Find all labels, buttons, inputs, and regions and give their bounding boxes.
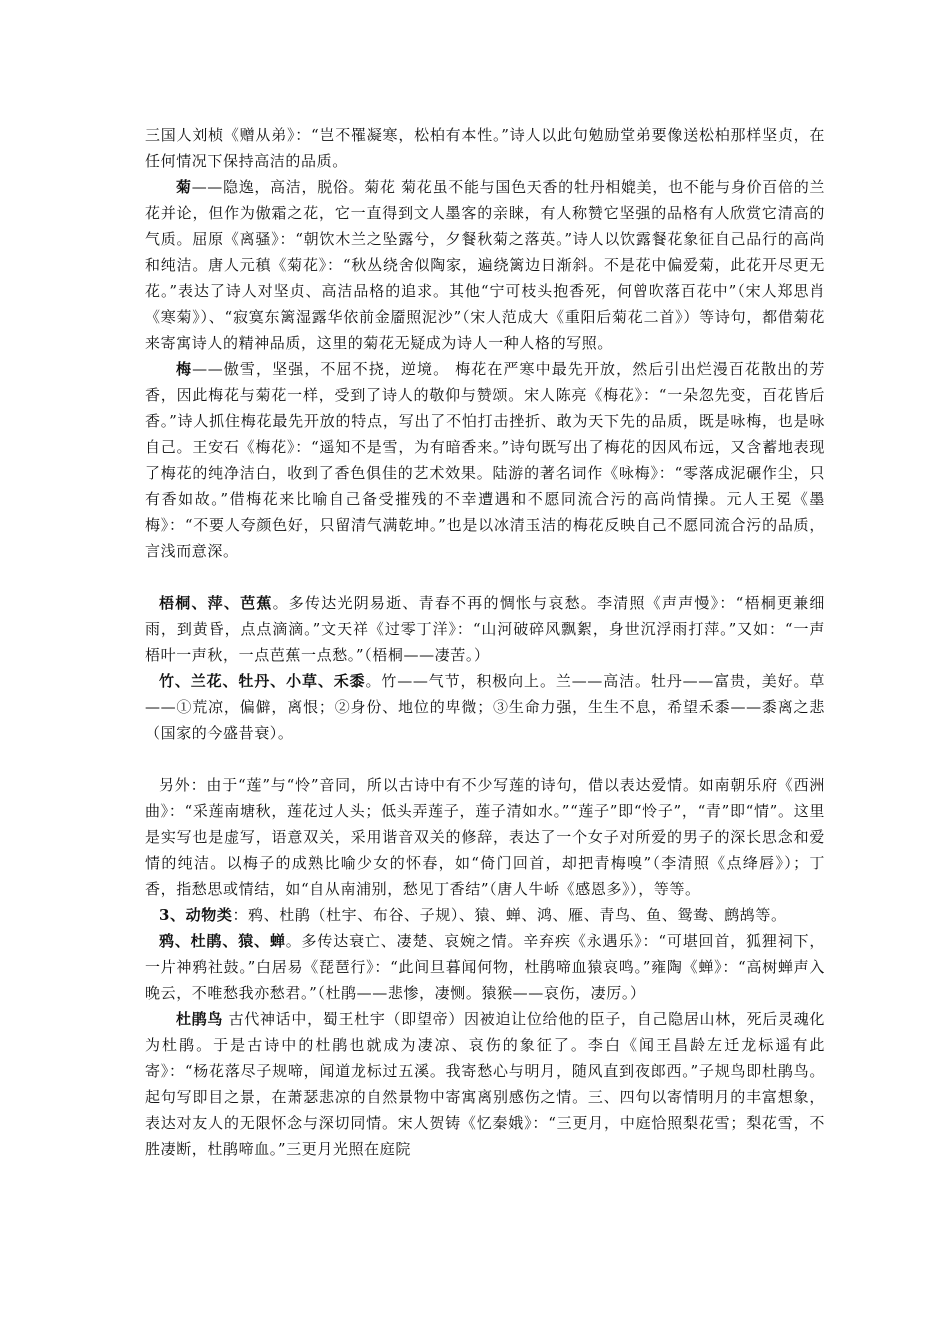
paragraph-lead: 竹、兰花、牡丹、小草、禾黍 [159, 672, 366, 690]
paragraph-text: ——隐逸，高洁，脱俗。菊花 菊花虽不能与国色天香的牡丹相媲美，也不能与身价百倍的兰花并论，但作为傲霜之花，它一直得到文人墨客的亲睐，有人称赞它坚强的品格有人欣赏它清高的气质。屈原《离骚》：“朝饮木兰之坠露兮，夕餐秋菊之落英。”诗人以饮露餐花象征自己品行的高尚和纯洁。唐人元稹《菊花》：“秋丛绕舍似陶家，遍绕篱边日渐斜。不是花中偏爱菊，此花开尽更无花。”表达了诗人对坚贞、高洁品格的追求。其他“宁可枝头抱香死，何曾吹落百花中”（宋人郑思肖《寒菊》）、“寂寞东篱湿露华依前金靥照泥沙”（宋人范成大《重阳后菊花二首》）等诗句，都借菊花来寄寓诗人的精神品质，这里的菊花无疑成为诗人一种人格的写照。 [145, 178, 825, 352]
paragraph-lead: 菊 [176, 178, 192, 196]
paragraph-dujuanniao [145, 1006, 825, 1162]
paragraph-lead: 梧桐、萍、芭蕉 [159, 594, 273, 612]
paragraph-text: ——傲雪，坚强，不屈不挠，逆境。 梅花在严寒中最先开放，然后引出烂漫百花散出的芳香，因此梅花与菊花一样，受到了诗人的敬仰与赞颂。宋人陈亮《梅花》：“一朵忽先变，百花皆后香。”诗人抓住梅花最先开放的特点，写出了不怕打击挫折、敢为天下先的品质，既是咏梅，也是咏自己。王安石《梅花》：“遥知不是雪，为有暗香来。”诗句既写出了梅花的因风布远，又含蓄地表现了梅花的纯净洁白，收到了香色俱佳的艺术效果。陆游的著名词作《咏梅》：“零落成泥碾作尘，只有香如故。”借梅花来比喻自己备受摧残的不幸遭遇和不愿同流合污的高尚情操。元人王冕《墨梅》：“不要人夸颜色好，只留清气满乾坤。”也是以冰清玉洁的梅花反映自己不愿同流合污的品质，言浅而意深。 [145, 360, 825, 560]
paragraph-ya-dujuan [145, 928, 825, 1006]
paragraph-lead: 鸦、杜鹃、猿、蝉 [159, 932, 286, 950]
paragraph-text: 古代神话中，蜀王杜宇（即望帝）因被迫让位给他的臣子，自己隐居山林，死后灵魂化为杜鹃。于是古诗中的杜鹃也就成为凄凉、哀伤的象征了。李白《闻王昌龄左迁龙标遥有此寄》：“杨花落尽子规啼，闻道龙标过五溪。我寄愁心与明月，随风直到夜郎西。”子规鸟即杜鹃鸟。起句写即目之景，在萧瑟悲凉的自然景物中寄寓离别感伤之情。三、四句以寄情明月的丰富想象，表达对友人的无限怀念与深切同情。宋人贺铸《忆秦娥》：“三更月，中庭恰照梨花雪；梨花雪，不胜凄断，杜鹃啼血。”三更月光照在庭院 [145, 1010, 826, 1158]
paragraph-text: 。多传达衰亡、凄楚、哀婉之情。辛弃疾《永遇乐》：“可堪回首，狐狸祠下，一片神鸦社鼓。”白居易《琵琶行》：“此间旦暮闻何物，杜鹃啼血猿哀鸣。”雍陶《蝉》：“高树蝉声入晚云，不唯愁我亦愁君。”（杜鹃——悲惨，凄恻。猿猴——哀伤，凄厉。） [145, 932, 825, 1002]
document-body [145, 122, 825, 1162]
paragraph-lead: 杜鹃鸟 [176, 1010, 224, 1028]
paragraph-text: ：鸦、杜鹃（杜宇、布谷、子规）、猿、蝉、鸿、雁、青鸟、鱼、鸳鸯、鹧鸪等。 [232, 906, 787, 924]
paragraph-text: 。多传达光阴易逝、青春不再的惆怅与哀愁。李清照《声声慢》：“梧桐更兼细雨，到黄昏，点点滴滴。”文天祥《过零丁洋》：“山河破碎风飘絮，身世沉浮雨打萍。”又如：“一声梧叶一声秋，一点芭蕉一点愁。”（梧桐——凄苦。） [145, 594, 825, 664]
paragraph-text: 另外：由于“莲”与“怜”音同，所以古诗中有不少写莲的诗句，借以表达爱情。如南朝乐府《西洲曲》：“采莲南塘秋，莲花过人头；低头弄莲子，莲子清如水。”“莲子”即“怜子”，“青”即“情”。这里是实写也是虚写，语意双关，采用谐音双关的修辞，表达了一个女子对所爱的男子的深长思念和爱情的纯洁。以梅子的成熟比喻少女的怀春，如“倚门回首，却把青梅嗅”（李清照《点绛唇》）；丁香，指愁思或情结，如“自从南浦别，愁见丁香结”（唐人牛峤《感恩多》），等等。 [145, 776, 825, 898]
paragraph-lead: 3、动物类 [159, 906, 233, 924]
paragraph-ju [145, 174, 825, 356]
paragraph-dongwu [145, 902, 825, 928]
paragraph-wutong [145, 590, 825, 668]
paragraph-lian [145, 772, 825, 902]
paragraph-mei [145, 356, 825, 564]
paragraph-lead: 梅 [176, 360, 193, 378]
paragraph-text: 。竹——气节，积极向上。兰——高洁。牡丹——富贵，美好。草——①荒凉，偏僻，离恨；②身份、地位的卑微；③生命力强，生生不息，希望禾黍——黍离之悲（国家的今盛昔衰）。 [145, 672, 825, 742]
paragraph-text: 三国人刘桢《赠从弟》：“岂不罹凝寒，松柏有本性。”诗人以此句勉励堂弟要像送松柏那样坚贞，在任何情况下保持高洁的品质。 [145, 126, 825, 170]
paragraph-zhu-lan [145, 668, 825, 746]
blank-line [145, 564, 825, 590]
blank-line [145, 746, 825, 772]
paragraph-songbai [145, 122, 825, 174]
